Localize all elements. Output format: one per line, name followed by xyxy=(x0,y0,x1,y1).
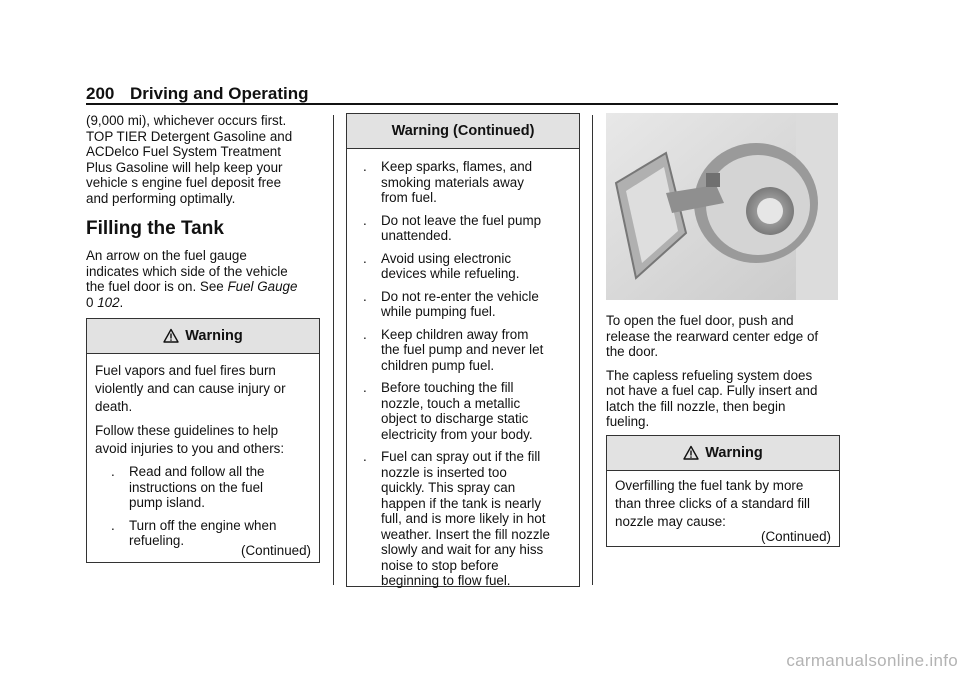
text-line: not have a fuel cap. Fully insert and xyxy=(606,383,818,398)
bullet-item xyxy=(355,380,571,442)
warning-title: Warning xyxy=(185,328,243,344)
section-heading: Filling the Tank xyxy=(86,218,224,239)
bullet-item xyxy=(355,159,571,206)
see-prefix: the fuel door is on. See xyxy=(86,279,228,294)
intro-paragraph xyxy=(86,113,322,206)
bullet-dot: . xyxy=(111,464,115,479)
text-line: nozzle, touch a metallic xyxy=(381,395,521,411)
text-line: ACDelco Fuel System Treatment xyxy=(86,144,281,159)
page-ref-suffix: . xyxy=(119,294,124,310)
text-line: quickly. This spray can xyxy=(381,480,516,495)
bullet-item xyxy=(355,327,571,374)
warning-box-1 xyxy=(86,318,320,563)
bullet-dot: . xyxy=(363,326,367,342)
text-line: Keep sparks, flames, and xyxy=(381,159,533,174)
warning-paragraph xyxy=(95,362,311,416)
warning-body xyxy=(607,471,839,537)
page-header xyxy=(86,84,838,104)
section-title: Driving and Operating xyxy=(130,84,309,103)
page-reference xyxy=(86,295,322,311)
text-line: devices while refueling. xyxy=(381,266,520,281)
watermark: carmanualsonline.info xyxy=(786,651,958,670)
bullet-item xyxy=(103,464,311,511)
text-line: noise to stop before xyxy=(381,557,499,573)
text-line: unattended. xyxy=(381,228,452,243)
bullet-dot: . xyxy=(363,449,367,464)
column-divider-1 xyxy=(333,115,334,585)
text-line: while pumping fuel. xyxy=(381,304,496,319)
text-line: death. xyxy=(95,399,133,414)
bullet-dot: . xyxy=(363,288,367,304)
text-line: slowly and wait for any hiss xyxy=(381,542,544,557)
bullet-item xyxy=(355,251,571,282)
text-line: nozzle is inserted too xyxy=(381,464,507,480)
text-line: latch the fill nozzle, then begin xyxy=(606,398,786,414)
text-line: beginning to flow fuel. xyxy=(381,573,511,588)
text-line: Keep children away from xyxy=(381,326,529,342)
text-line: Overfilling the fuel tank by more xyxy=(615,478,804,493)
bullet-dot: . xyxy=(363,250,367,266)
gauge-paragraph xyxy=(86,248,322,310)
text-line: full, and is more likely in hot xyxy=(381,511,546,526)
text-line: refueling. xyxy=(129,533,185,548)
text-line: Avoid using electronic xyxy=(381,250,512,266)
text-line: happen if the tank is nearly xyxy=(381,495,542,511)
page-ref-arrow-icon: 0 xyxy=(86,294,94,310)
text-line: electricity from your body. xyxy=(381,426,533,442)
text-line: violently and can cause injury or xyxy=(95,381,286,396)
text-line: To open the fuel door, push and xyxy=(606,313,794,328)
warning-paragraph xyxy=(95,422,311,458)
text-line: than three clicks of a standard fill xyxy=(615,496,811,511)
bullet-item xyxy=(355,213,571,244)
text-line: instructions on the fuel xyxy=(129,479,263,495)
warning-bullet-list xyxy=(103,464,311,549)
text-line: Follow these guidelines to help xyxy=(95,423,279,438)
text-line: the door. xyxy=(606,344,659,359)
open-door-paragraph xyxy=(606,313,840,360)
bullet-dot: . xyxy=(363,380,367,395)
header-rule xyxy=(86,103,838,105)
text-line: pump island. xyxy=(129,495,205,510)
text-line: the fuel pump and never let xyxy=(381,342,544,357)
text-line: Before touching the fill xyxy=(381,380,514,395)
text-line: vehicle s engine fuel deposit free xyxy=(86,175,282,190)
text-line: nozzle may cause: xyxy=(615,514,726,529)
warning-body xyxy=(347,149,579,602)
warning-bullet-list xyxy=(355,159,571,589)
page-ref-link[interactable]: 102 xyxy=(97,294,120,310)
text-line: Fuel can spray out if the fill xyxy=(381,449,541,464)
continued-label: (Continued) xyxy=(241,543,311,558)
bullet-dot: . xyxy=(363,159,367,174)
warning-box-continued xyxy=(346,113,580,587)
page-number: 200 xyxy=(86,84,115,103)
continued-label: (Continued) xyxy=(761,529,831,544)
fuel-gauge-link[interactable]: Fuel Gauge xyxy=(227,279,298,294)
text-line: avoid injuries to you and others: xyxy=(95,441,285,456)
warning-title: Warning xyxy=(705,445,763,461)
text-line: Read and follow all the xyxy=(129,464,265,479)
text-line: indicates which side of the vehicle xyxy=(86,263,288,279)
warning-triangle-icon xyxy=(683,445,699,461)
column-3 xyxy=(606,313,840,438)
text-line xyxy=(86,279,322,295)
text-line: object to discharge static xyxy=(381,411,529,426)
warning-box-2 xyxy=(606,435,840,547)
text-line: release the rearward center edge of xyxy=(606,328,819,344)
text-line: Do not leave the fuel pump xyxy=(381,212,542,228)
warning-triangle-icon xyxy=(163,328,179,344)
text-line: smoking materials away xyxy=(381,174,524,190)
text-line: Plus Gasoline will help keep your xyxy=(86,159,283,175)
text-line: fueling. xyxy=(606,414,650,429)
bullet-dot: . xyxy=(363,212,367,228)
bullet-item xyxy=(355,289,571,320)
text-line: from fuel. xyxy=(381,190,437,205)
text-line: Turn off the engine when xyxy=(129,517,277,533)
text-line: and performing optimally. xyxy=(86,190,236,206)
warning-header: Warning (Continued) xyxy=(347,114,579,149)
text-line: weather. Insert the fill nozzle xyxy=(381,526,550,542)
text-line: Fuel vapors and fuel fires burn xyxy=(95,363,276,378)
warning-header xyxy=(87,319,319,354)
text-line: Do not re-enter the vehicle xyxy=(381,288,539,304)
warning-body xyxy=(87,354,319,562)
text-line: The capless refueling system does xyxy=(606,367,813,383)
bullet-dot: . xyxy=(111,517,115,533)
column-divider-2 xyxy=(592,115,593,585)
column-1 xyxy=(86,113,322,318)
text-line: TOP TIER Detergent Gasoline and xyxy=(86,128,293,144)
fuel-door-photo xyxy=(606,113,838,300)
text-line: An arrow on the fuel gauge xyxy=(86,248,247,263)
capless-paragraph xyxy=(606,368,840,430)
text-line: (9,000 mi), whichever occurs first. xyxy=(86,113,287,128)
text-line: children pump fuel. xyxy=(381,357,495,373)
bullet-item xyxy=(355,449,571,589)
warning-header xyxy=(607,436,839,471)
